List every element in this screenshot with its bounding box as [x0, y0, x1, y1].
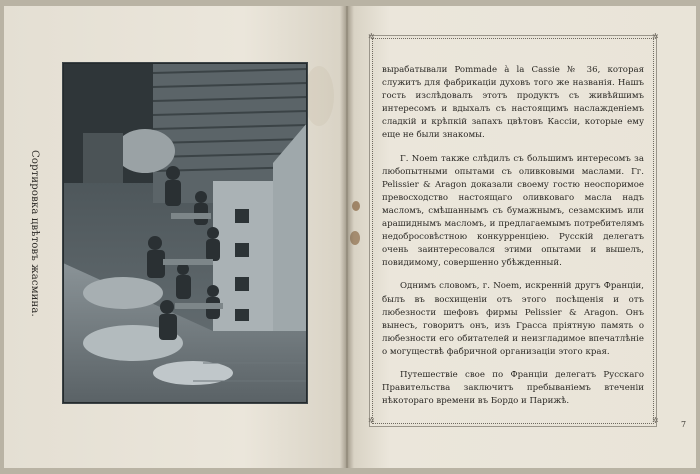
factory-photograph — [62, 62, 308, 404]
paragraph: Однимъ словомъ, г. Noem, искренній другъ Франціи, былъ въ восхищеніи отъ этого посѣщенія и отъ любезности шефовъ фирмы Pelissier & Aragon. Онъ вынесъ, говоритъ онъ, изъ Грасса пріятную память о любезности его обитателей и неизгладимое впечатлѣніе о могуществѣ фабричной организаціи этого края. — [382, 281, 644, 357]
book-gutter — [340, 6, 354, 468]
page-body-text — [382, 64, 644, 418]
frame-corner-ornament: ✲ — [652, 416, 659, 425]
paragraph: Путешествіе свое по Франціи делегатъ Русскаго Правительства заключитъ пребываніемъ втеченіи нѣкотораго времени въ Бордо и Парижѣ. — [382, 369, 644, 407]
frame-corner-ornament: ✲ — [368, 416, 375, 425]
frame-corner-ornament: ✲ — [368, 32, 375, 41]
paragraph: Г. Noem также слѣдилъ съ большимъ интересомъ за любопытными опытами съ оливковыми маслами. Гг. Pelissier & Aragon доказали своему гостю неоспоримое превосходство настоящаго оливковаго масла надъ масломъ, смѣшаннымъ съ бумажнымъ, сезамскимъ или арашиднымъ масломъ, и предлагаемымъ потребителямъ недобросовѣстною конкурренціею. Русскій делегатъ очень заинтересовался этими опытами и вышелъ, повидимому, совершенно убѣжденный. — [382, 153, 644, 269]
frame-corner-ornament: ✲ — [652, 32, 659, 41]
paragraph: вырабатывали Pommade à la Cassie № 36, которая служитъ для фабрикаціи духовъ того же названія. Нашъ гость изслѣдовалъ этотъ продуктъ съ живѣйшимъ интересомъ и вдыхалъ съ настоящимъ наслажденіемъ сладкій и крѣпкій запахъ цвѣтовъ Кассіи, которые ему еще не были знакомы. — [382, 65, 644, 141]
photo-caption: Сортировка цвѣтовъ жасмина. — [29, 150, 40, 317]
page-number: 7 — [681, 420, 687, 429]
